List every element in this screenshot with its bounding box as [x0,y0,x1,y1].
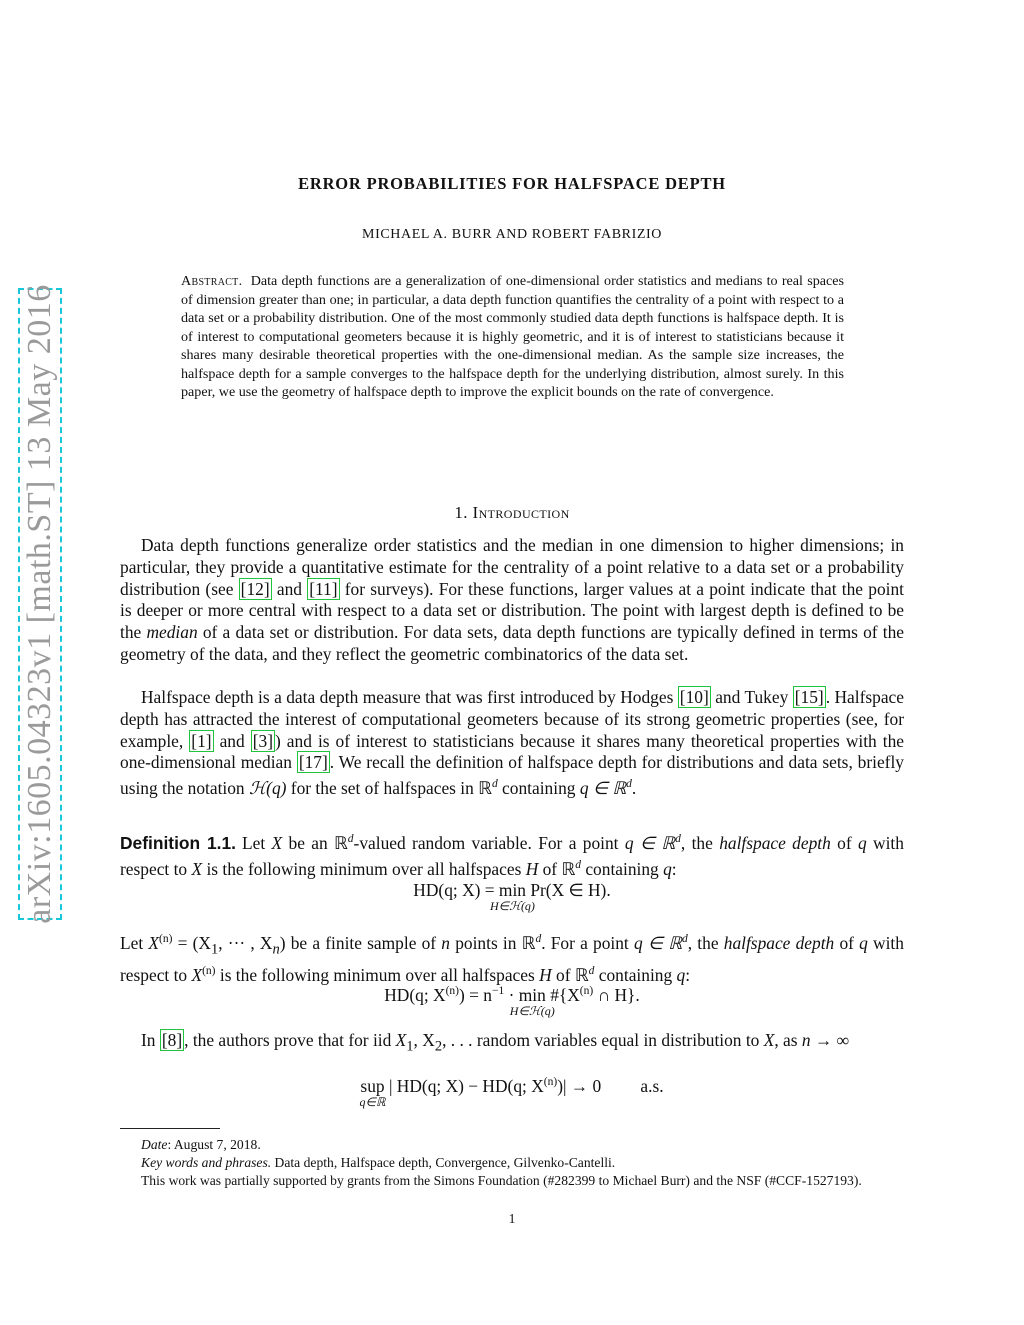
arxiv-stamp[interactable]: arXiv:1605.04323v1 [math.ST] 13 May 2016 [21,284,58,924]
paper-authors: MICHAEL A. BURR AND ROBERT FABRIZIO [362,227,662,242]
paper-title: ERROR PROBABILITIES FOR HALFSPACE DEPTH [298,174,726,193]
footnote-keywords: Key words and phrases. Data depth, Halfspace depth, Convergence, Gilvenko-Cantelli. [141,1155,616,1170]
citation-link[interactable]: [11] [309,578,338,599]
footnotes [120,1136,904,1190]
section-title: Introduction [472,503,570,522]
citation-link[interactable]: [17] [298,752,328,773]
convergence-paragraph: In [8] , the authors prove that for iid $X_1$, $X_2$, . . . random variables equal in distribution to X, as n → ∞ [141,1030,850,1055]
citation-link[interactable]: [10] [679,687,709,707]
sample-definition-paragraph: Let $X^{(n)} = (X_1$, ··· , $X_n$) be a finite sample of n points in ℝ$^d$. For a point q ∈ ℝ$^d$, the halfspace depth of q with respect to $X^{(n)}$ is the following minimum over all halfspaces H of ℝ$^d$ containing q: [120,932,904,985]
intro-paragraph-1: Data depth functions generalize order statistics and the median in one dimension to higher dimensions; in particular, they provide a quantitative estimate for the centrality of a point relative to a data set or a probability distribution (see [12] and [11] for surveys). For these functions, larger values at a point indicate that the point is deeper or more central with respect to a data set or distribution. The point with largest depth is defined to be the median of a data set or distribution. For data sets, data depth functions are typically defined in terms of the geometry of the data, and they reflect the geometric combinatorics of the data set. [120,535,905,664]
section-heading [0,503,1024,523]
equation-convergence: sup q∈ℝ | HD(q; X) − HD(q; $X^{(n)})| \to 0$ a.s. [359,1076,664,1109]
page-number: 1 [508,1211,516,1226]
citation-link[interactable]: [3] [252,730,273,751]
footnote-support: This work was partially supported by grants from the Simons Foundation (#282399 to Michael Burr) and the NSF (#CCF-1527193). [141,1173,862,1188]
abstract-text: Data depth functions are a generalization of one-dimensional order statistics and medians to real spaces of dimension greater than one; in particular, a data depth function quantifies the centrality of a point with respect to a data set or a probability distribution. One of the most commonly studied data depth functions is halfspace depth. It is of interest to computational geometers because it is highly geometric, and it is of interest to statisticians because it shares many desirable theoretical properties with the one-dimensional median. As the sample size increases, the halfspace depth for a sample converges to the halfspace depth for the underlying distribution, almost surely. In this paper, we use the geometry of halfspace depth to improve the explicit bounds on the rate of convergence. [181,273,844,400]
footnote-rule [120,1128,220,1129]
citation-link[interactable]: [1] [191,730,212,751]
equation-hd-sample: HD(q; $X^{(n)}) = n^{-1} \cdot \min$ H∈ℋ(q) $\#\{X^{(n)}$ ∩ H}. [384,985,640,1018]
intro-paragraph-2: Halfspace depth is a data depth measure that was first introduced by Hodges [10] and Tukey [15] . Halfspace depth has attracted the interest of computational geometers because of its strong geometric properties (see, for example, [1] and [3] ) and is of interest to statisticians because it shares many theoretical properties with the one-dimensional median [17] . We recall the definition of halfspace depth for distributions and data sets, briefly using the notation ℋ(q) for the set of halfspaces in ℝ$^d$ containing q ∈ ℝ$^d$. [120,687,904,798]
abstract [181,272,844,402]
citation-link[interactable]: [15] [794,687,824,707]
citation-link[interactable]: [8] [161,1030,183,1050]
abstract-label: Abstract. [181,273,243,289]
citation-link[interactable]: [12] [240,578,270,599]
definition-heading: Definition 1.1. [120,832,237,853]
equation-hd-distribution: HD(q; X) = min H∈ℋ(q) Pr(X ∈ H). [413,880,611,913]
section-number: 1. [454,503,468,522]
definition-1-1: Definition 1.1. Let X be an ℝ$^d$-valued random variable. For a point q ∈ ℝ$^d$, the halfspace depth of q with respect to X is the following minimum over all halfspaces H of ℝ$^d$ containing q: [120,832,904,879]
footnote-date: Date: August 7, 2018. [141,1137,261,1152]
